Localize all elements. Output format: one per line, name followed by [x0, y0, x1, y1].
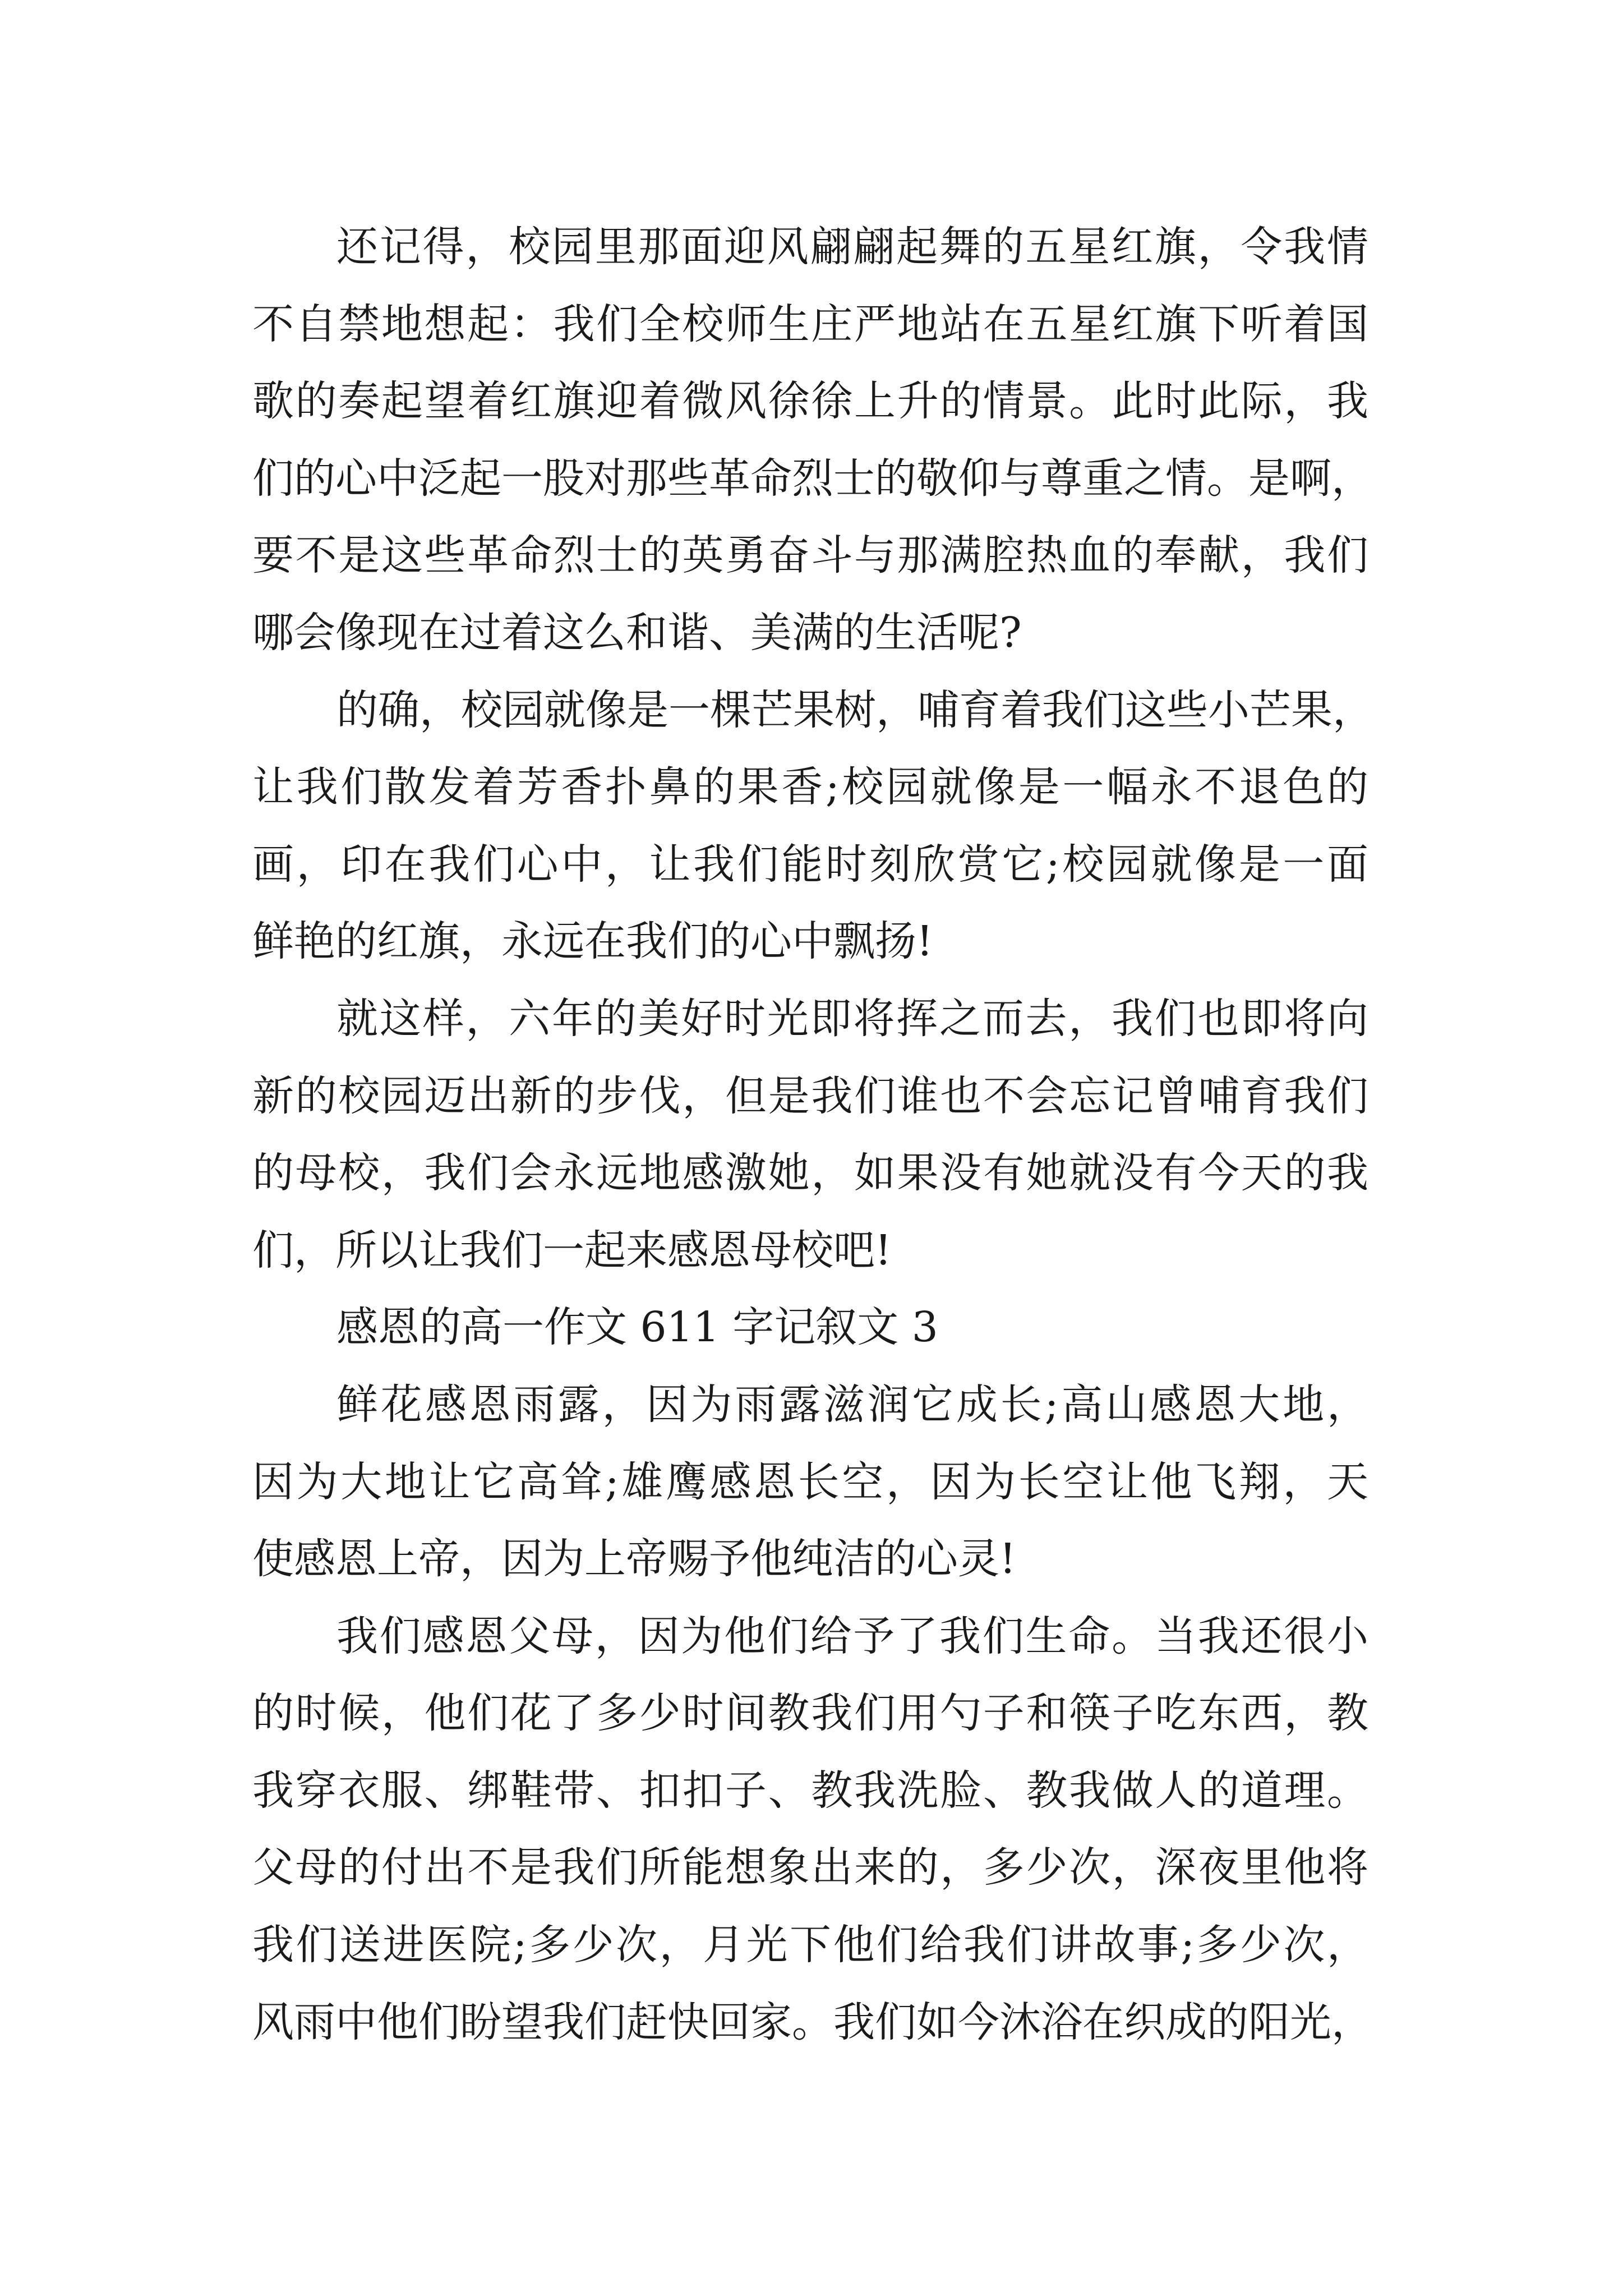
paragraph	[252, 981, 1368, 1289]
document-body	[252, 209, 1374, 2061]
text-line: 我们送进医院;多少次，月光下他们给我们讲故事;多少次，	[252, 1921, 1368, 1970]
text-line: 要不是这些革命烈士的英勇奋斗与那满腔热血的奉献，我们	[252, 531, 1368, 580]
text-line: 哪会像现在过着这么和谐、美满的生活呢?	[252, 608, 1022, 657]
paragraph	[252, 1366, 1368, 1598]
text-line: 画，印在我们心中，让我们能时刻欣赏它;校园就像是一面	[252, 840, 1368, 889]
text-line: 就这样，六年的美好时光即将挥之而去，我们也即将向	[336, 994, 1368, 1043]
heading-text: 感恩的高一作文 611 字记叙文 3	[336, 1303, 938, 1352]
text-line: 歌的奏起望着红旗迎着微风徐徐上升的情景。此时此际，我	[252, 377, 1368, 426]
text-line: 我们感恩父母，因为他们给予了我们生命。当我还很小	[336, 1612, 1368, 1660]
text-line: 的母校，我们会永远地感激她，如果没有她就没有今天的我	[252, 1149, 1368, 1198]
text-line: 使感恩上帝，因为上帝赐予他纯洁的心灵!	[252, 1535, 1016, 1584]
text-line: 鲜花感恩雨露，因为雨露滋润它成长;高山感恩大地，	[336, 1380, 1368, 1429]
text-line: 父母的付出不是我们所能想象出来的，多少次，深夜里他将	[252, 1843, 1368, 1892]
text-line: 不自禁地想起：我们全校师生庄严地站在五星红旗下听着国	[252, 300, 1368, 348]
paragraph	[252, 1598, 1373, 2062]
text-line: 新的校园迈出新的步伐，但是我们谁也不会忘记曾哺育我们	[252, 1071, 1368, 1120]
text-line: 们，所以让我们一起来感恩母校吧!	[252, 1226, 892, 1274]
text-line: 风雨中他们盼望我们赶快回家。我们如今沐浴在织成的阳光，	[252, 1998, 1373, 2046]
text-line: 的时候，他们花了多少时间教我们用勺子和筷子吃东西，教	[252, 1689, 1368, 1738]
section-heading	[252, 1289, 1368, 1366]
text-line: 鲜艳的红旗，永远在我们的心中飘扬!	[252, 917, 933, 966]
paragraph	[252, 209, 1373, 672]
text-line: 我穿衣服、绑鞋带、扣扣子、教我洗脸、教我做人的道理。	[252, 1766, 1368, 1815]
paragraph	[252, 672, 1374, 981]
text-line: 因为大地让它高耸;雄鹰感恩长空，因为长空让他飞翔，天	[252, 1457, 1368, 1506]
text-line: 让我们散发着芳香扑鼻的果香;校园就像是一幅永不退色的	[252, 763, 1368, 812]
text-line: 还记得，校园里那面迎风翩翩起舞的五星红旗，令我情	[336, 223, 1368, 271]
text-line: 们的心中泛起一股对那些革命烈士的敬仰与尊重之情。是啊，	[252, 454, 1373, 503]
text-line: 的确，校园就像是一棵芒果树，哺育着我们这些小芒果，	[336, 685, 1374, 734]
